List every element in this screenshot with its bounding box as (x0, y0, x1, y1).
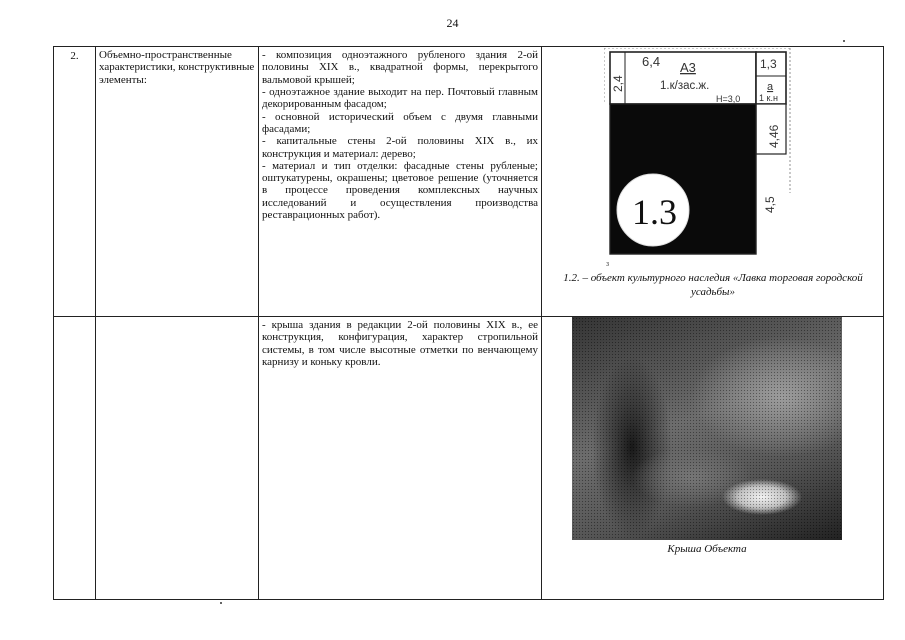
photo-caption: Крыша Объекта (667, 543, 747, 555)
row-number (54, 317, 96, 600)
page-number: 24 (446, 16, 459, 30)
feature-item: - композиция одноэтажного рубленого здания 2-ой половины XIX в., квадратной формы, перекрытого вальмовой крышей; (262, 49, 538, 86)
feature-item: - крыша здания в редакции 2-ой половины XIX в., ее конструкция, конфигурация, характер стропильной системы, в том числе высотные отметки по венчающему карнизу и коньку кровли. (262, 319, 538, 368)
features-list (259, 317, 542, 600)
feature-item: - материал и тип отделки: фасадные стены рубленые; оштукатурены, окрашены; цветовое решение (уточняется в процессе проведения комплексных научных исследований и осуществления производства реставрационных работ). (262, 159, 538, 222)
feature-item: - капитальные стены 2-ой половины XIX в., их конструкция и материал: дерево; (262, 135, 538, 160)
plan-right-mid: 4,46 (767, 124, 781, 148)
row-category (96, 317, 259, 600)
floor-plan-diagram (604, 48, 794, 268)
plan-right-low: 4,5 (763, 196, 777, 213)
plan-right-kn: 1 к.н (759, 93, 778, 103)
row-category: Объемно-пространственные характеристики, конструктивные элементы: (96, 47, 259, 317)
plan-subtitle: 1.к/зас.ж. (660, 80, 710, 92)
plan-corner-mark: з (606, 261, 610, 268)
scan-speck (843, 40, 845, 42)
plan-height: Н=3,0 (716, 94, 741, 104)
features-list (259, 47, 542, 317)
figure-cell (542, 317, 884, 600)
plan-top-dim: 6,4 (642, 54, 661, 69)
feature-item: - одноэтажное здание выходит на пер. Почтовый главным декорированным фасадом; (262, 85, 538, 111)
figure-cell (542, 47, 884, 317)
figure-caption: 1.2. – объект культурного наследия «Лавка торговая городской усадьбы» (563, 272, 863, 298)
roof-photo (572, 317, 842, 540)
plan-object-id: 1.3 (632, 192, 677, 232)
plan-right-a: а (767, 81, 774, 93)
table-row (54, 47, 884, 317)
plan-code: А3 (680, 60, 696, 75)
scan-speck (220, 602, 222, 604)
plan-right-top: 1,3 (760, 57, 777, 71)
table-row (54, 317, 884, 600)
feature-item: - основной исторический объем с двумя главными фасадами; (262, 110, 538, 135)
heritage-features-table (53, 46, 884, 600)
plan-left-dim: 2,4 (611, 75, 625, 92)
row-number: 2. (54, 47, 96, 317)
